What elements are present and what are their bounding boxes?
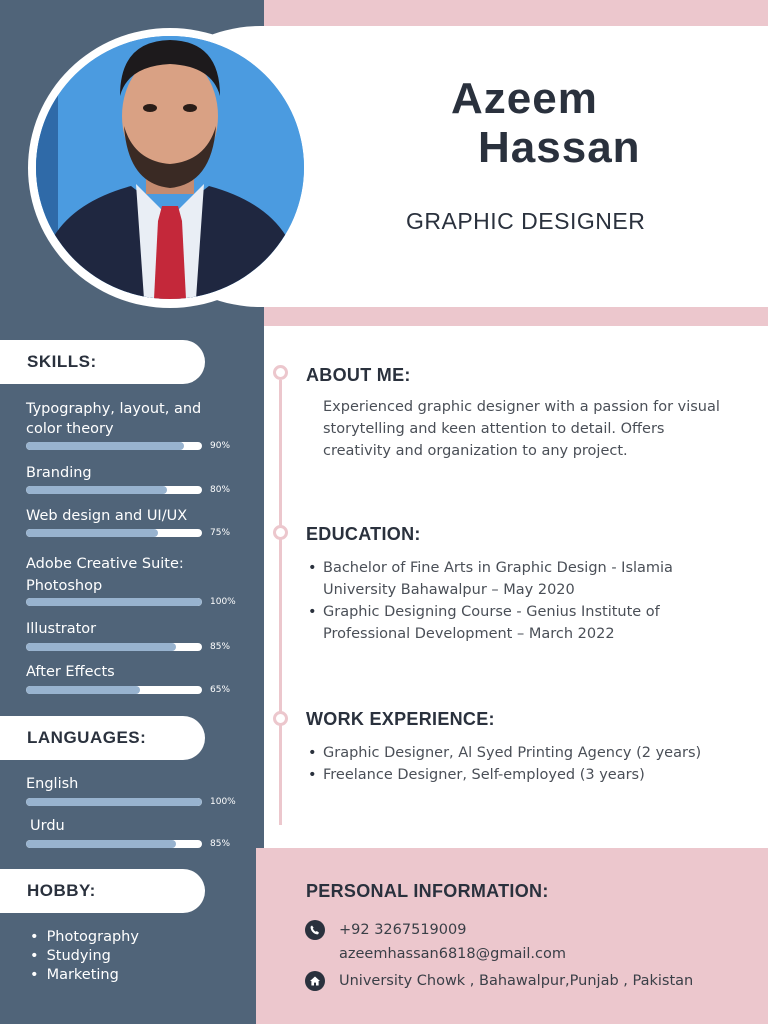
profile-photo <box>36 36 304 299</box>
skill-label-line: color theory <box>26 421 114 437</box>
skill-percent: 85% <box>210 642 231 652</box>
hobby-item: • Studying <box>30 947 139 966</box>
work-item: • Freelance Designer, Self-employed (3 years) <box>306 764 746 786</box>
work-item: • Graphic Designer, Al Syed Printing Agency (2 years) <box>306 742 746 764</box>
skill-label-after-effects: After Effects <box>26 664 115 680</box>
language-bar-fill <box>26 840 176 848</box>
skill-bar-fill <box>26 643 176 651</box>
skill-label-branding: Branding <box>26 465 92 481</box>
phone-number: +92 3267519009 <box>339 922 467 938</box>
timeline-dot <box>273 525 288 540</box>
hobby-list <box>30 928 139 985</box>
skill-bar-photoshop <box>26 598 202 606</box>
skill-label-line: Adobe Creative Suite: <box>26 556 184 572</box>
education-item <box>306 601 746 645</box>
skill-label-illustrator: Illustrator <box>26 621 97 637</box>
skill-label-typography <box>26 399 201 439</box>
skill-label-line: Photoshop <box>26 578 103 594</box>
work-heading: WORK EXPERIENCE: <box>306 709 495 729</box>
skill-percent: 65% <box>210 685 231 695</box>
personal-info-heading: PERSONAL INFORMATION: <box>306 881 549 901</box>
skill-bar-branding <box>26 486 202 494</box>
education-line: • Bachelor of Fine Arts in Graphic Design - Islamia <box>323 560 673 576</box>
timeline-dot <box>273 365 288 380</box>
skill-percent: 100% <box>210 597 236 607</box>
first-name: Azeem <box>451 74 598 123</box>
skill-bar-fill <box>26 529 158 537</box>
skill-label-photoshop <box>26 553 184 597</box>
language-label-urdu: Urdu <box>30 818 65 834</box>
work-list <box>306 742 746 786</box>
skill-bar-fill <box>26 486 167 494</box>
skill-bar-fill <box>26 598 202 606</box>
top-pink-band <box>264 0 768 26</box>
education-line: Professional Development – March 2022 <box>323 626 615 642</box>
timeline-dot <box>273 711 288 726</box>
education-line: • Graphic Designing Course - Genius Institute of <box>323 604 660 620</box>
language-bar-english <box>26 798 202 806</box>
home-icon <box>305 971 325 991</box>
skill-bar-typography <box>26 442 202 450</box>
skill-bar-fill <box>26 686 140 694</box>
email-address: azeemhassan6818@gmail.com <box>339 946 566 962</box>
skill-label-line: Typography, layout, and <box>26 401 202 417</box>
education-line: University Bahawalpur – May 2020 <box>323 582 575 598</box>
last-name: Hassan <box>478 123 641 172</box>
about-line: Experienced graphic designer with a passion for visual <box>323 399 720 415</box>
skill-bar-web-design <box>26 529 202 537</box>
skill-bar-after-effects <box>26 686 202 694</box>
education-list <box>306 557 746 645</box>
address-row <box>305 971 693 991</box>
skill-percent: 75% <box>210 528 231 538</box>
phone-icon <box>305 920 325 940</box>
language-percent: 100% <box>210 797 236 807</box>
education-heading: EDUCATION: <box>306 524 421 544</box>
hobby-item: • Marketing <box>30 966 139 985</box>
job-title: GRAPHIC DESIGNER <box>406 208 646 234</box>
about-line: storytelling and keen attention to detail. Offers <box>323 421 665 437</box>
address-text: University Chowk , Bahawalpur,Punjab , Pakistan <box>339 973 694 989</box>
skill-bar-fill <box>26 442 184 450</box>
phone-row <box>305 920 466 940</box>
mid-pink-band <box>264 307 768 326</box>
skill-percent: 80% <box>210 485 231 495</box>
language-label-english: English <box>26 776 79 792</box>
education-item <box>306 557 746 601</box>
skill-label-web-design: Web design and UI/UX <box>26 508 188 524</box>
language-bar-fill <box>26 798 202 806</box>
timeline-line <box>279 380 282 825</box>
language-bar-urdu <box>26 840 202 848</box>
skill-percent: 90% <box>210 441 231 451</box>
email-row <box>339 946 566 962</box>
languages-heading: LANGUAGES: <box>0 716 205 760</box>
skill-bar-illustrator <box>26 643 202 651</box>
about-line: creativity and organization to any project. <box>323 443 628 459</box>
about-text <box>323 396 753 462</box>
about-heading: ABOUT ME: <box>306 365 411 385</box>
skills-heading: SKILLS: <box>0 340 205 384</box>
hobby-heading: HOBBY: <box>0 869 205 913</box>
language-percent: 85% <box>210 839 231 849</box>
hobby-item: • Photography <box>30 928 139 947</box>
